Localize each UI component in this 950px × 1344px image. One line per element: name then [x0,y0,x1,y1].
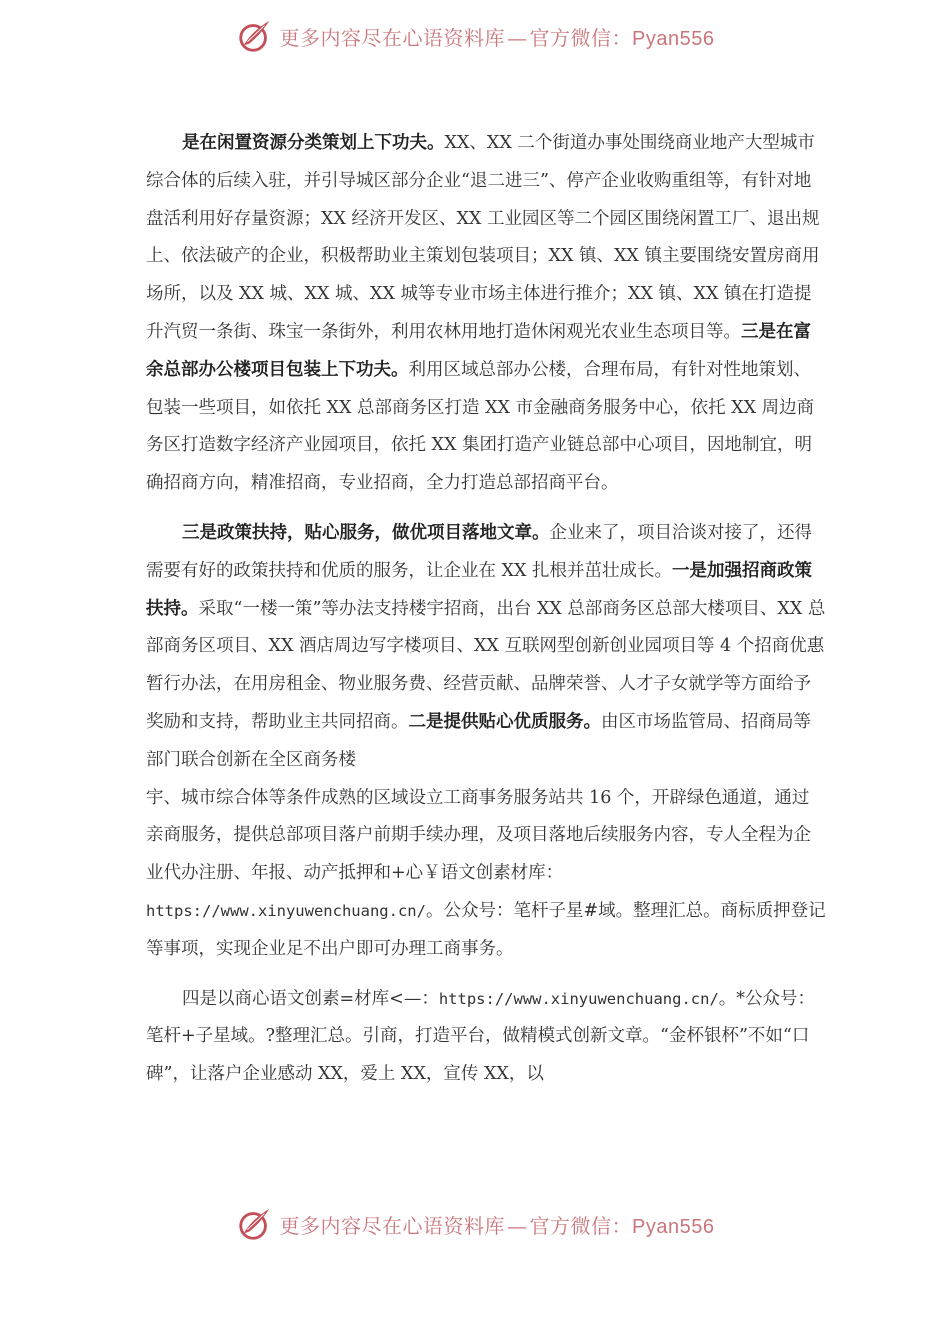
quill-logo-icon [236,1205,274,1243]
body-text: 利用区域总部办公楼，合理布局，有针对性地策划、包装一些项目，如依托 XX 总部商务区打造 XX 市金融商务服务中心，依托 XX 周边商务区打造数字经济产业园项目，依托 XX 集团打造产业链总部中心项目，因地制宜，明确招商方向，精准招商，专业招商，全力打造总部招商平台。 [146,359,815,494]
body-text: 由区市场监管局、招商局等部门联合创新在全区商务楼 [146,711,811,770]
website-url: https://www.xinyuwenchuang.cn/ [146,901,426,920]
footer-watermark-banner [0,1204,950,1244]
header-watermark-banner [0,16,950,56]
banner-separator: — [507,1213,528,1238]
bold-heading: 是在闲置资源分类策划上下功夫。 [182,133,445,153]
paragraph-2 [146,515,826,780]
banner-text [280,22,715,51]
website-url: https://www.xinyuwenchuang.cn/ [438,989,719,1008]
bold-heading: 三是政策扶持，贴心服务，做优项目落地文章。 [182,522,550,543]
bold-heading: 一是加强招商政策扶持。 [146,560,813,619]
body-text: 宇、城市综合体等条件成熟的区域设立工商事务服务站共 16 个，开辟绿色通道，通过亲商服务，提供总部项目落户前期手续办理，及项目落地后续服务内容，专人全程为企业代办注册、年报、动产抵押和+心￥语文创素材库： [146,787,811,884]
body-text: 。公众号：笔杆子星#域。整理汇总。商标质押登记等事项，实现企业足不出户即可办理工商事务。 [146,900,826,959]
banner-title: 更多内容尽在心语资料库 [279,25,506,50]
banner-title: 更多内容尽在心语资料库 [279,1213,506,1238]
body-text: 采取“一楼一策”等办法支持楼宇招商，出台 XX 总部商务区总部大楼项目、XX 总部商务区项目、XX 酒店周边写字楼项目、XX 互联网型创新创业园项目等 4 个招商优惠暂行办法，在用房租金、物业服务费、经营贡献、品牌荣誉、人才子女就学等方面给予奖励和支持，帮助业主共同招商。 [146,598,826,732]
document-body [146,125,826,1094]
paragraph-1 [146,125,826,503]
body-text: XX、XX 二个街道办事处围绕商业地产大型城市综合体的后续入驻，并引导城区部分企业“退二进三”、停产企业收购重组等，有针对地盘活利用好存量资源；XX 经济开发区、XX 工业园区等二个园区围绕闲置工厂、退出规上、依法破产的企业，积极帮助业主策划包装项目；XX 镇、XX 镇主要围绕安置房商用场所，以及 XX 城、XX 城、XX 城等专业市场主体进行推介；XX 镇、XX 镇在打造提升汽贸一条街、珠宝一条街外，利用农林用地打造休闲观光农业生态项目等。 [146,133,820,342]
body-text: 。*公众号：笔杆+子星域。?整理汇总。引商，打造平台，做精模式创新文章。“金杯银杯”不如“口碑”，让落户企业感动 XX，爱上 XX，宣传 XX，以 [146,988,816,1085]
body-text: 四是以商心语文创素=材库<—： [182,988,439,1009]
body-text: 企业来了，项目洽谈对接了，还得需要有好的政策扶持和优质的服务，让企业在 XX 扎根并茁壮成长。 [146,522,812,581]
quill-logo-icon [236,17,274,55]
banner-contact-label: 官方微信： [529,25,633,50]
banner-contact-id: Pyan556 [632,1215,715,1238]
banner-separator: — [507,25,528,50]
bold-heading: 三是在富余总部办公楼项目包装上下功夫。 [146,321,811,380]
paragraph-2-continued [146,780,826,969]
banner-contact-id: Pyan556 [632,27,715,50]
banner-contact-label: 官方微信： [529,1213,633,1238]
bold-heading: 二是提供贴心优质服务。 [408,711,601,732]
paragraph-3 [146,981,826,1094]
banner-text [280,1210,715,1239]
